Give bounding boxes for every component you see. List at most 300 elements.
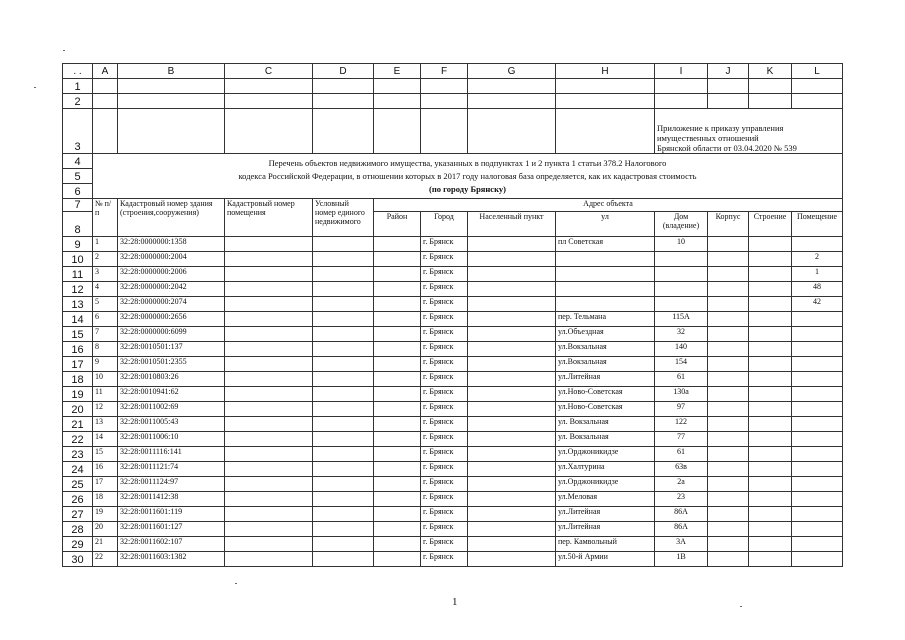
cell-district[interactable] <box>374 507 421 522</box>
cell-building-part[interactable] <box>749 447 792 462</box>
cell-room[interactable] <box>792 432 843 447</box>
column-header-i[interactable]: I <box>655 64 708 79</box>
cell-premise-cadastral[interactable] <box>225 492 313 507</box>
row-number[interactable]: 14 <box>63 312 93 327</box>
cell-building-part[interactable] <box>749 327 792 342</box>
row-number[interactable]: 11 <box>63 267 93 282</box>
cell-korpus[interactable] <box>708 492 749 507</box>
cell-korpus[interactable] <box>708 462 749 477</box>
cell-building-cadastral[interactable]: 32:28:0011002:69 <box>118 402 225 417</box>
cell-street[interactable]: ул.Орджоникидзе <box>556 477 655 492</box>
cell-street[interactable] <box>556 282 655 297</box>
cell-conditional-number[interactable] <box>313 312 374 327</box>
row-number[interactable]: 20 <box>63 402 93 417</box>
column-header-d[interactable]: D <box>313 64 374 79</box>
cell-premise-cadastral[interactable] <box>225 537 313 552</box>
cell-conditional-number[interactable] <box>313 297 374 312</box>
cell-house[interactable]: 122 <box>655 417 708 432</box>
cell-room[interactable] <box>792 492 843 507</box>
cell-premise-cadastral[interactable] <box>225 462 313 477</box>
cell-room[interactable] <box>792 417 843 432</box>
cell-district[interactable] <box>374 237 421 252</box>
row-number[interactable]: 13 <box>63 297 93 312</box>
cell-building-cadastral[interactable]: 32:28:0011601:119 <box>118 507 225 522</box>
cell-street[interactable]: ул.Орджоникидзе <box>556 447 655 462</box>
cell-conditional-number[interactable] <box>313 522 374 537</box>
cell-settlement[interactable] <box>468 447 556 462</box>
cell-building-cadastral[interactable]: 32:28:0011006:10 <box>118 432 225 447</box>
cell-conditional-number[interactable] <box>313 447 374 462</box>
cell-city[interactable]: г. Брянск <box>421 387 468 402</box>
cell-house[interactable]: 10 <box>655 237 708 252</box>
column-header-j[interactable]: J <box>708 64 749 79</box>
cell-house[interactable] <box>655 297 708 312</box>
cell-room[interactable] <box>792 537 843 552</box>
cell-building-cadastral[interactable]: 32:28:0011005:43 <box>118 417 225 432</box>
cell-house[interactable]: 61 <box>655 372 708 387</box>
cell-street[interactable]: ул.Литейная <box>556 372 655 387</box>
cell-premise-cadastral[interactable] <box>225 252 313 267</box>
cell-korpus[interactable] <box>708 312 749 327</box>
cell-settlement[interactable] <box>468 552 556 567</box>
cell-settlement[interactable] <box>468 252 556 267</box>
column-header-f[interactable]: F <box>421 64 468 79</box>
row-number[interactable]: 25 <box>63 477 93 492</box>
cell-building-part[interactable] <box>749 462 792 477</box>
cell-korpus[interactable] <box>708 537 749 552</box>
cell-room[interactable] <box>792 462 843 477</box>
row-number[interactable]: 1 <box>63 79 93 94</box>
cell-house[interactable]: 1В <box>655 552 708 567</box>
cell-building-part[interactable] <box>749 402 792 417</box>
cell-settlement[interactable] <box>468 357 556 372</box>
column-header-e[interactable]: E <box>374 64 421 79</box>
cell-district[interactable] <box>374 447 421 462</box>
cell-korpus[interactable] <box>708 552 749 567</box>
cell-city[interactable]: г. Брянск <box>421 327 468 342</box>
cell-settlement[interactable] <box>468 312 556 327</box>
cell-city[interactable]: г. Брянск <box>421 312 468 327</box>
cell-conditional-number[interactable] <box>313 537 374 552</box>
cell-city[interactable]: г. Брянск <box>421 477 468 492</box>
row-number[interactable]: 18 <box>63 372 93 387</box>
cell-room[interactable] <box>792 402 843 417</box>
cell-building-part[interactable] <box>749 417 792 432</box>
cell-city[interactable]: г. Брянск <box>421 492 468 507</box>
cell-street[interactable]: пер. Тельмана <box>556 312 655 327</box>
cell-settlement[interactable] <box>468 297 556 312</box>
cell-city[interactable]: г. Брянск <box>421 462 468 477</box>
cell-street[interactable] <box>556 267 655 282</box>
cell-building-cadastral[interactable]: 32:28:0000000:2004 <box>118 252 225 267</box>
cell-num[interactable]: 11 <box>93 387 118 402</box>
cell-district[interactable] <box>374 522 421 537</box>
cell-num[interactable]: 20 <box>93 522 118 537</box>
cell-street[interactable]: ул.Ново-Советская <box>556 402 655 417</box>
cell-premise-cadastral[interactable] <box>225 417 313 432</box>
cell-premise-cadastral[interactable] <box>225 327 313 342</box>
cell-city[interactable]: г. Брянск <box>421 432 468 447</box>
cell-room[interactable] <box>792 312 843 327</box>
cell-building-part[interactable] <box>749 297 792 312</box>
cell-city[interactable]: г. Брянск <box>421 282 468 297</box>
cell-korpus[interactable] <box>708 402 749 417</box>
cell-room[interactable] <box>792 387 843 402</box>
cell-settlement[interactable] <box>468 417 556 432</box>
cell-street[interactable]: пер. Камвольный <box>556 537 655 552</box>
column-header-l[interactable]: L <box>792 64 843 79</box>
cell-num[interactable]: 12 <box>93 402 118 417</box>
row-number[interactable]: 17 <box>63 357 93 372</box>
cell-settlement[interactable] <box>468 267 556 282</box>
cell-premise-cadastral[interactable] <box>225 522 313 537</box>
row-number[interactable]: 28 <box>63 522 93 537</box>
cell-building-cadastral[interactable]: 32:28:0011116:141 <box>118 447 225 462</box>
row-number[interactable]: 6 <box>63 184 93 199</box>
cell-num[interactable]: 22 <box>93 552 118 567</box>
cell-korpus[interactable] <box>708 357 749 372</box>
cell-building-part[interactable] <box>749 507 792 522</box>
cell-building-part[interactable] <box>749 432 792 447</box>
cell-num[interactable]: 8 <box>93 342 118 357</box>
cell-building-cadastral[interactable]: 32:28:0011121:74 <box>118 462 225 477</box>
cell-house[interactable]: 86А <box>655 522 708 537</box>
cell-num[interactable]: 4 <box>93 282 118 297</box>
cell-room[interactable]: 48 <box>792 282 843 297</box>
column-header-k[interactable]: K <box>749 64 792 79</box>
cell-num[interactable]: 7 <box>93 327 118 342</box>
cell-num[interactable]: 15 <box>93 447 118 462</box>
cell-settlement[interactable] <box>468 522 556 537</box>
cell-district[interactable] <box>374 252 421 267</box>
row-number[interactable]: 8 <box>63 212 93 237</box>
cell-conditional-number[interactable] <box>313 417 374 432</box>
cell-building-part[interactable] <box>749 342 792 357</box>
cell-settlement[interactable] <box>468 462 556 477</box>
cell-house[interactable]: 3А <box>655 537 708 552</box>
cell-korpus[interactable] <box>708 507 749 522</box>
cell-district[interactable] <box>374 537 421 552</box>
cell-num[interactable]: 5 <box>93 297 118 312</box>
cell-district[interactable] <box>374 327 421 342</box>
cell-room[interactable] <box>792 447 843 462</box>
row-number[interactable]: 23 <box>63 447 93 462</box>
cell-settlement[interactable] <box>468 432 556 447</box>
cell-street[interactable]: ул.Литейная <box>556 507 655 522</box>
cell-city[interactable]: г. Брянск <box>421 537 468 552</box>
cell-conditional-number[interactable] <box>313 432 374 447</box>
cell-conditional-number[interactable] <box>313 282 374 297</box>
cell-building-part[interactable] <box>749 357 792 372</box>
row-number[interactable]: 5 <box>63 169 93 184</box>
cell-korpus[interactable] <box>708 282 749 297</box>
cell-settlement[interactable] <box>468 492 556 507</box>
cell-street[interactable] <box>556 297 655 312</box>
cell-settlement[interactable] <box>468 507 556 522</box>
cell-street[interactable]: ул.Литейная <box>556 522 655 537</box>
cell-building-part[interactable] <box>749 492 792 507</box>
cell-conditional-number[interactable] <box>313 402 374 417</box>
row-number[interactable]: 21 <box>63 417 93 432</box>
cell-house[interactable]: 23 <box>655 492 708 507</box>
cell-house[interactable]: 32 <box>655 327 708 342</box>
cell-building-cadastral[interactable]: 32:28:0011601:127 <box>118 522 225 537</box>
cell-building-cadastral[interactable]: 32:28:0000000:2006 <box>118 267 225 282</box>
cell-num[interactable]: 17 <box>93 477 118 492</box>
cell-street[interactable]: ул.Ново-Советская <box>556 387 655 402</box>
cell-num[interactable]: 2 <box>93 252 118 267</box>
cell-settlement[interactable] <box>468 327 556 342</box>
cell-district[interactable] <box>374 432 421 447</box>
cell-conditional-number[interactable] <box>313 462 374 477</box>
cell-korpus[interactable] <box>708 417 749 432</box>
cell-building-cadastral[interactable]: 32:28:0000000:2042 <box>118 282 225 297</box>
row-number[interactable]: 9 <box>63 237 93 252</box>
cell-settlement[interactable] <box>468 387 556 402</box>
cell-korpus[interactable] <box>708 372 749 387</box>
cell-conditional-number[interactable] <box>313 372 374 387</box>
column-header-g[interactable]: G <box>468 64 556 79</box>
cell-district[interactable] <box>374 297 421 312</box>
cell-city[interactable]: г. Брянск <box>421 552 468 567</box>
cell-premise-cadastral[interactable] <box>225 342 313 357</box>
cell-building-cadastral[interactable]: 32:28:0010941:62 <box>118 387 225 402</box>
row-number[interactable]: 10 <box>63 252 93 267</box>
cell-city[interactable]: г. Брянск <box>421 237 468 252</box>
column-header-a[interactable]: A <box>93 64 118 79</box>
cell-street[interactable]: ул.50-й Армии <box>556 552 655 567</box>
cell-premise-cadastral[interactable] <box>225 297 313 312</box>
cell-room[interactable] <box>792 552 843 567</box>
cell-city[interactable]: г. Брянск <box>421 522 468 537</box>
cell-korpus[interactable] <box>708 342 749 357</box>
cell-settlement[interactable] <box>468 537 556 552</box>
cell-premise-cadastral[interactable] <box>225 432 313 447</box>
cell-building-part[interactable] <box>749 267 792 282</box>
cell-district[interactable] <box>374 267 421 282</box>
cell-room[interactable] <box>792 507 843 522</box>
row-number[interactable]: 30 <box>63 552 93 567</box>
cell-conditional-number[interactable] <box>313 492 374 507</box>
cell-house[interactable]: 2а <box>655 477 708 492</box>
cell-conditional-number[interactable] <box>313 552 374 567</box>
row-number[interactable]: 29 <box>63 537 93 552</box>
cell-house[interactable] <box>655 282 708 297</box>
cell-city[interactable]: г. Брянск <box>421 252 468 267</box>
cell-conditional-number[interactable] <box>313 237 374 252</box>
cell-korpus[interactable] <box>708 237 749 252</box>
cell-house[interactable]: 63в <box>655 462 708 477</box>
cell-building-cadastral[interactable]: 32:28:0011603:1382 <box>118 552 225 567</box>
cell-settlement[interactable] <box>468 402 556 417</box>
cell-house[interactable] <box>655 267 708 282</box>
row-number[interactable]: 24 <box>63 462 93 477</box>
cell-city[interactable]: г. Брянск <box>421 402 468 417</box>
cell-house[interactable]: 154 <box>655 357 708 372</box>
cell-building-part[interactable] <box>749 387 792 402</box>
cell-num[interactable]: 9 <box>93 357 118 372</box>
cell-korpus[interactable] <box>708 387 749 402</box>
cell-building-part[interactable] <box>749 312 792 327</box>
cell-building-part[interactable] <box>749 372 792 387</box>
row-number[interactable]: 19 <box>63 387 93 402</box>
cell-district[interactable] <box>374 372 421 387</box>
cell-premise-cadastral[interactable] <box>225 447 313 462</box>
row-number[interactable]: 2 <box>63 94 93 109</box>
cell-house[interactable]: 86А <box>655 507 708 522</box>
cell-room[interactable] <box>792 357 843 372</box>
cell-building-part[interactable] <box>749 537 792 552</box>
corner-cell[interactable]: . . <box>63 64 93 79</box>
cell-num[interactable]: 21 <box>93 537 118 552</box>
cell-building-part[interactable] <box>749 477 792 492</box>
cell-premise-cadastral[interactable] <box>225 387 313 402</box>
cell-premise-cadastral[interactable] <box>225 477 313 492</box>
cell-korpus[interactable] <box>708 447 749 462</box>
cell-settlement[interactable] <box>468 282 556 297</box>
cell-num[interactable]: 6 <box>93 312 118 327</box>
cell-street[interactable]: пл Советская <box>556 237 655 252</box>
cell-district[interactable] <box>374 462 421 477</box>
cell-korpus[interactable] <box>708 297 749 312</box>
cell-num[interactable]: 18 <box>93 492 118 507</box>
cell-room[interactable]: 2 <box>792 252 843 267</box>
cell-premise-cadastral[interactable] <box>225 507 313 522</box>
cell-street[interactable] <box>556 252 655 267</box>
cell-building-part[interactable] <box>749 522 792 537</box>
cell-settlement[interactable] <box>468 342 556 357</box>
cell-building-cadastral[interactable]: 32:28:0011124:97 <box>118 477 225 492</box>
cell-street[interactable]: ул.Объездная <box>556 327 655 342</box>
cell-room[interactable] <box>792 522 843 537</box>
cell-room[interactable] <box>792 477 843 492</box>
cell-house[interactable]: 61 <box>655 447 708 462</box>
cell-city[interactable]: г. Брянск <box>421 372 468 387</box>
cell-premise-cadastral[interactable] <box>225 552 313 567</box>
cell-house[interactable] <box>655 252 708 267</box>
row-number[interactable]: 4 <box>63 154 93 169</box>
cell-district[interactable] <box>374 552 421 567</box>
cell-district[interactable] <box>374 387 421 402</box>
cell-num[interactable]: 16 <box>93 462 118 477</box>
cell-house[interactable]: 97 <box>655 402 708 417</box>
column-header-c[interactable]: C <box>225 64 313 79</box>
cell-num[interactable]: 3 <box>93 267 118 282</box>
cell-settlement[interactable] <box>468 372 556 387</box>
cell-conditional-number[interactable] <box>313 477 374 492</box>
cell-num[interactable]: 1 <box>93 237 118 252</box>
cell-street[interactable]: ул.Меловая <box>556 492 655 507</box>
row-number[interactable]: 15 <box>63 327 93 342</box>
cell-city[interactable]: г. Брянск <box>421 342 468 357</box>
cell-korpus[interactable] <box>708 267 749 282</box>
cell-building-cadastral[interactable]: 32:28:0010803:26 <box>118 372 225 387</box>
cell-city[interactable]: г. Брянск <box>421 507 468 522</box>
cell-conditional-number[interactable] <box>313 342 374 357</box>
cell-building-cadastral[interactable]: 32:28:0010501:2355 <box>118 357 225 372</box>
cell-korpus[interactable] <box>708 432 749 447</box>
cell-premise-cadastral[interactable] <box>225 402 313 417</box>
cell-num[interactable]: 19 <box>93 507 118 522</box>
cell-conditional-number[interactable] <box>313 357 374 372</box>
cell-building-cadastral[interactable]: 32:28:0000000:1358 <box>118 237 225 252</box>
cell-room[interactable] <box>792 342 843 357</box>
cell-room[interactable]: 42 <box>792 297 843 312</box>
cell-premise-cadastral[interactable] <box>225 357 313 372</box>
cell-room[interactable] <box>792 327 843 342</box>
cell-settlement[interactable] <box>468 477 556 492</box>
cell-korpus[interactable] <box>708 477 749 492</box>
cell-house[interactable]: 115А <box>655 312 708 327</box>
cell-street[interactable]: ул. Вокзальная <box>556 417 655 432</box>
row-number[interactable]: 3 <box>63 109 93 154</box>
cell-street[interactable]: ул.Халтурина <box>556 462 655 477</box>
cell-house[interactable]: 140 <box>655 342 708 357</box>
cell-room[interactable]: 1 <box>792 267 843 282</box>
cell-premise-cadastral[interactable] <box>225 267 313 282</box>
cell-num[interactable]: 14 <box>93 432 118 447</box>
cell-building-part[interactable] <box>749 282 792 297</box>
cell-district[interactable] <box>374 342 421 357</box>
cell-house[interactable]: 130а <box>655 387 708 402</box>
cell-premise-cadastral[interactable] <box>225 282 313 297</box>
cell-district[interactable] <box>374 282 421 297</box>
cell-building-cadastral[interactable]: 32:28:0000000:2074 <box>118 297 225 312</box>
cell-city[interactable]: г. Брянск <box>421 417 468 432</box>
cell-city[interactable]: г. Брянск <box>421 447 468 462</box>
column-header-h[interactable]: H <box>556 64 655 79</box>
cell-building-cadastral[interactable]: 32:28:0011602:107 <box>118 537 225 552</box>
row-number[interactable]: 22 <box>63 432 93 447</box>
cell-korpus[interactable] <box>708 522 749 537</box>
cell-city[interactable]: г. Брянск <box>421 267 468 282</box>
cell-house[interactable]: 77 <box>655 432 708 447</box>
cell-city[interactable]: г. Брянск <box>421 297 468 312</box>
cell-building-part[interactable] <box>749 237 792 252</box>
cell-num[interactable]: 10 <box>93 372 118 387</box>
cell-building-cadastral[interactable]: 32:28:0010501:137 <box>118 342 225 357</box>
cell-conditional-number[interactable] <box>313 267 374 282</box>
cell-num[interactable]: 13 <box>93 417 118 432</box>
cell-building-part[interactable] <box>749 252 792 267</box>
cell-premise-cadastral[interactable] <box>225 237 313 252</box>
cell-building-cadastral[interactable]: 32:28:0011412:38 <box>118 492 225 507</box>
cell-district[interactable] <box>374 402 421 417</box>
cell-building-cadastral[interactable]: 32:28:0000000:6099 <box>118 327 225 342</box>
row-number[interactable]: 27 <box>63 507 93 522</box>
cell-district[interactable] <box>374 417 421 432</box>
cell-street[interactable]: ул.Вокзальная <box>556 342 655 357</box>
cell-room[interactable] <box>792 372 843 387</box>
row-number[interactable]: 26 <box>63 492 93 507</box>
cell-conditional-number[interactable] <box>313 387 374 402</box>
column-header-b[interactable]: B <box>118 64 225 79</box>
cell-conditional-number[interactable] <box>313 507 374 522</box>
row-number[interactable]: 7 <box>63 199 93 212</box>
cell-district[interactable] <box>374 492 421 507</box>
cell-room[interactable] <box>792 237 843 252</box>
cell-district[interactable] <box>374 312 421 327</box>
cell-premise-cadastral[interactable] <box>225 372 313 387</box>
cell-settlement[interactable] <box>468 237 556 252</box>
cell-premise-cadastral[interactable] <box>225 312 313 327</box>
cell-conditional-number[interactable] <box>313 327 374 342</box>
cell-korpus[interactable] <box>708 327 749 342</box>
cell-street[interactable]: ул. Вокзальная <box>556 432 655 447</box>
cell-building-cadastral[interactable]: 32:28:0000000:2656 <box>118 312 225 327</box>
cell-district[interactable] <box>374 477 421 492</box>
cell-korpus[interactable] <box>708 252 749 267</box>
